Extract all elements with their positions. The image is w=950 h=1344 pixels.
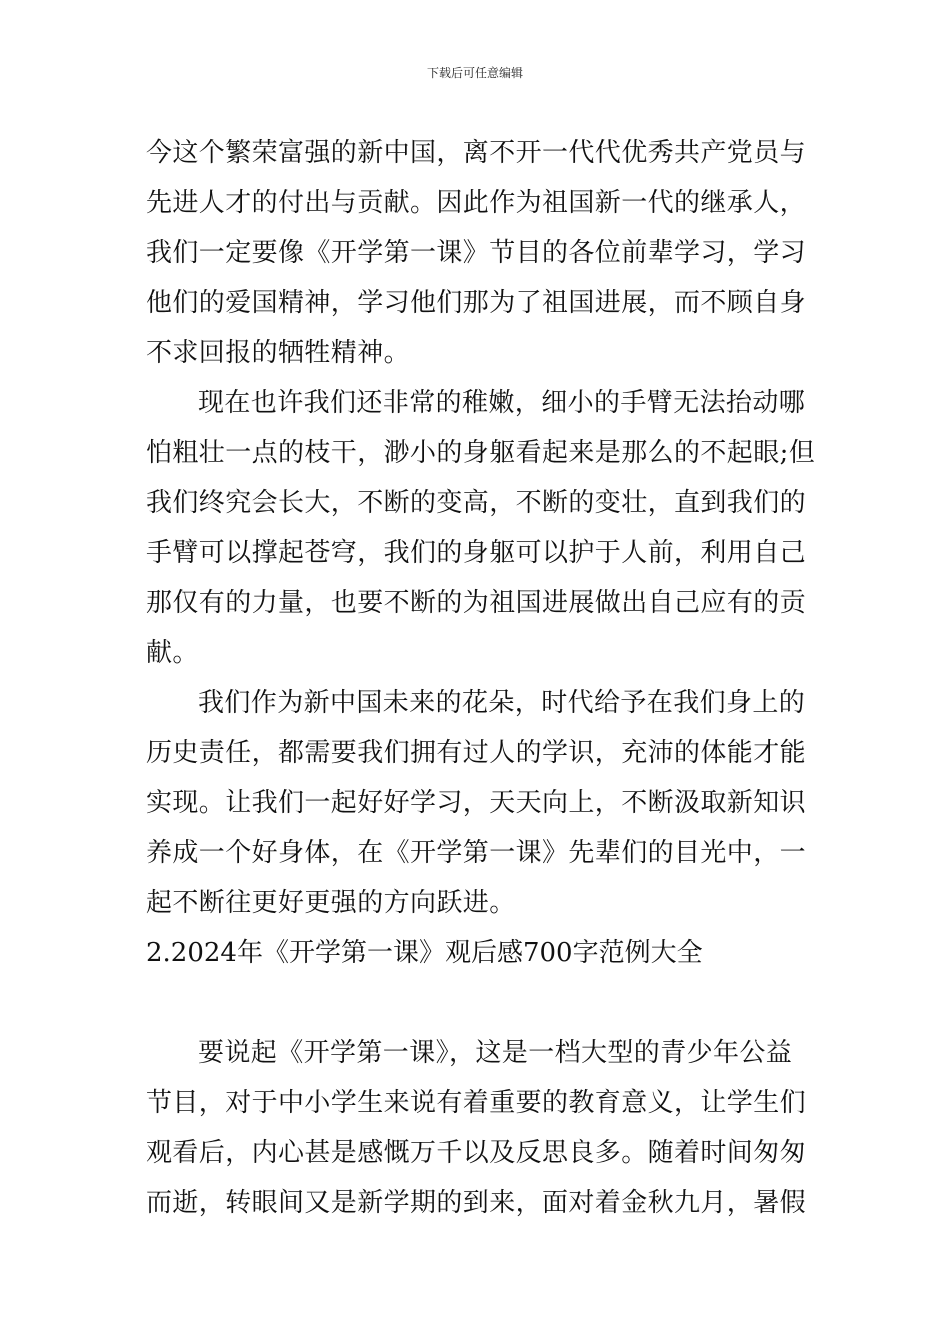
paragraph-3 <box>146 678 806 928</box>
paragraph-2 <box>146 378 816 678</box>
text-line: 观看后，内心甚是感慨万千以及反思良多。随着时间匆匆 <box>146 1138 807 1168</box>
document-body <box>146 128 816 1228</box>
paragraph-1 <box>146 128 806 378</box>
text-line: 历史责任，都需要我们拥有过人的学识，充沛的体能才能 <box>146 738 807 768</box>
text-line: 我们终究会长大，不断的变高，不断的变壮，直到我们的 <box>146 488 807 518</box>
text-line: 实现。让我们一起好好学习，天天向上，不断汲取新知识 <box>146 788 807 818</box>
text-line: 不求回报的牺牲精神。 <box>146 338 411 368</box>
text-line: 怕粗壮一点的枝干，渺小的身躯看起来是那么的不起眼;但 <box>146 438 816 468</box>
page-header: 下载后可任意编辑 <box>426 66 523 80</box>
paragraph-4 <box>146 1028 806 1228</box>
text-line: 我们作为新中国未来的花朵，时代给予在我们身上的 <box>198 688 806 718</box>
text-line: 节目，对于中小学生来说有着重要的教育意义，让学生们 <box>146 1088 807 1118</box>
text-line: 现在也许我们还非常的稚嫩，细小的手臂无法抬动哪 <box>198 388 806 418</box>
text-line: 今这个繁荣富强的新中国，离不开一代代优秀共产党员与 <box>146 138 807 168</box>
text-line: 养成一个好身体，在《开学第一课》先辈们的目光中，一 <box>146 838 807 868</box>
section-heading: 2.2024年《开学第一课》观后感700字范例大全 <box>146 938 703 968</box>
text-line: 要说起《开学第一课》，这是一档大型的青少年公益 <box>198 1038 793 1068</box>
text-line: 先进人才的付出与贡献。因此作为祖国新一代的继承人， <box>146 188 807 218</box>
text-line: 那仅有的力量，也要不断的为祖国进展做出自己应有的贡 <box>146 588 807 618</box>
text-line: 他们的爱国精神，学习他们那为了祖国进展，而不顾自身 <box>146 288 807 318</box>
text-line: 献。 <box>146 638 199 668</box>
blank-line <box>146 978 806 1028</box>
text-line: 手臂可以撑起苍穹，我们的身躯可以护于人前，利用自己 <box>146 538 807 568</box>
text-line: 我们一定要像《开学第一课》节目的各位前辈学习，学习 <box>146 238 807 268</box>
text-line: 起不断往更好更强的方向跃进。 <box>146 888 516 918</box>
text-line: 而逝，转眼间又是新学期的到来，面对着金秋九月，暑假 <box>146 1188 807 1218</box>
